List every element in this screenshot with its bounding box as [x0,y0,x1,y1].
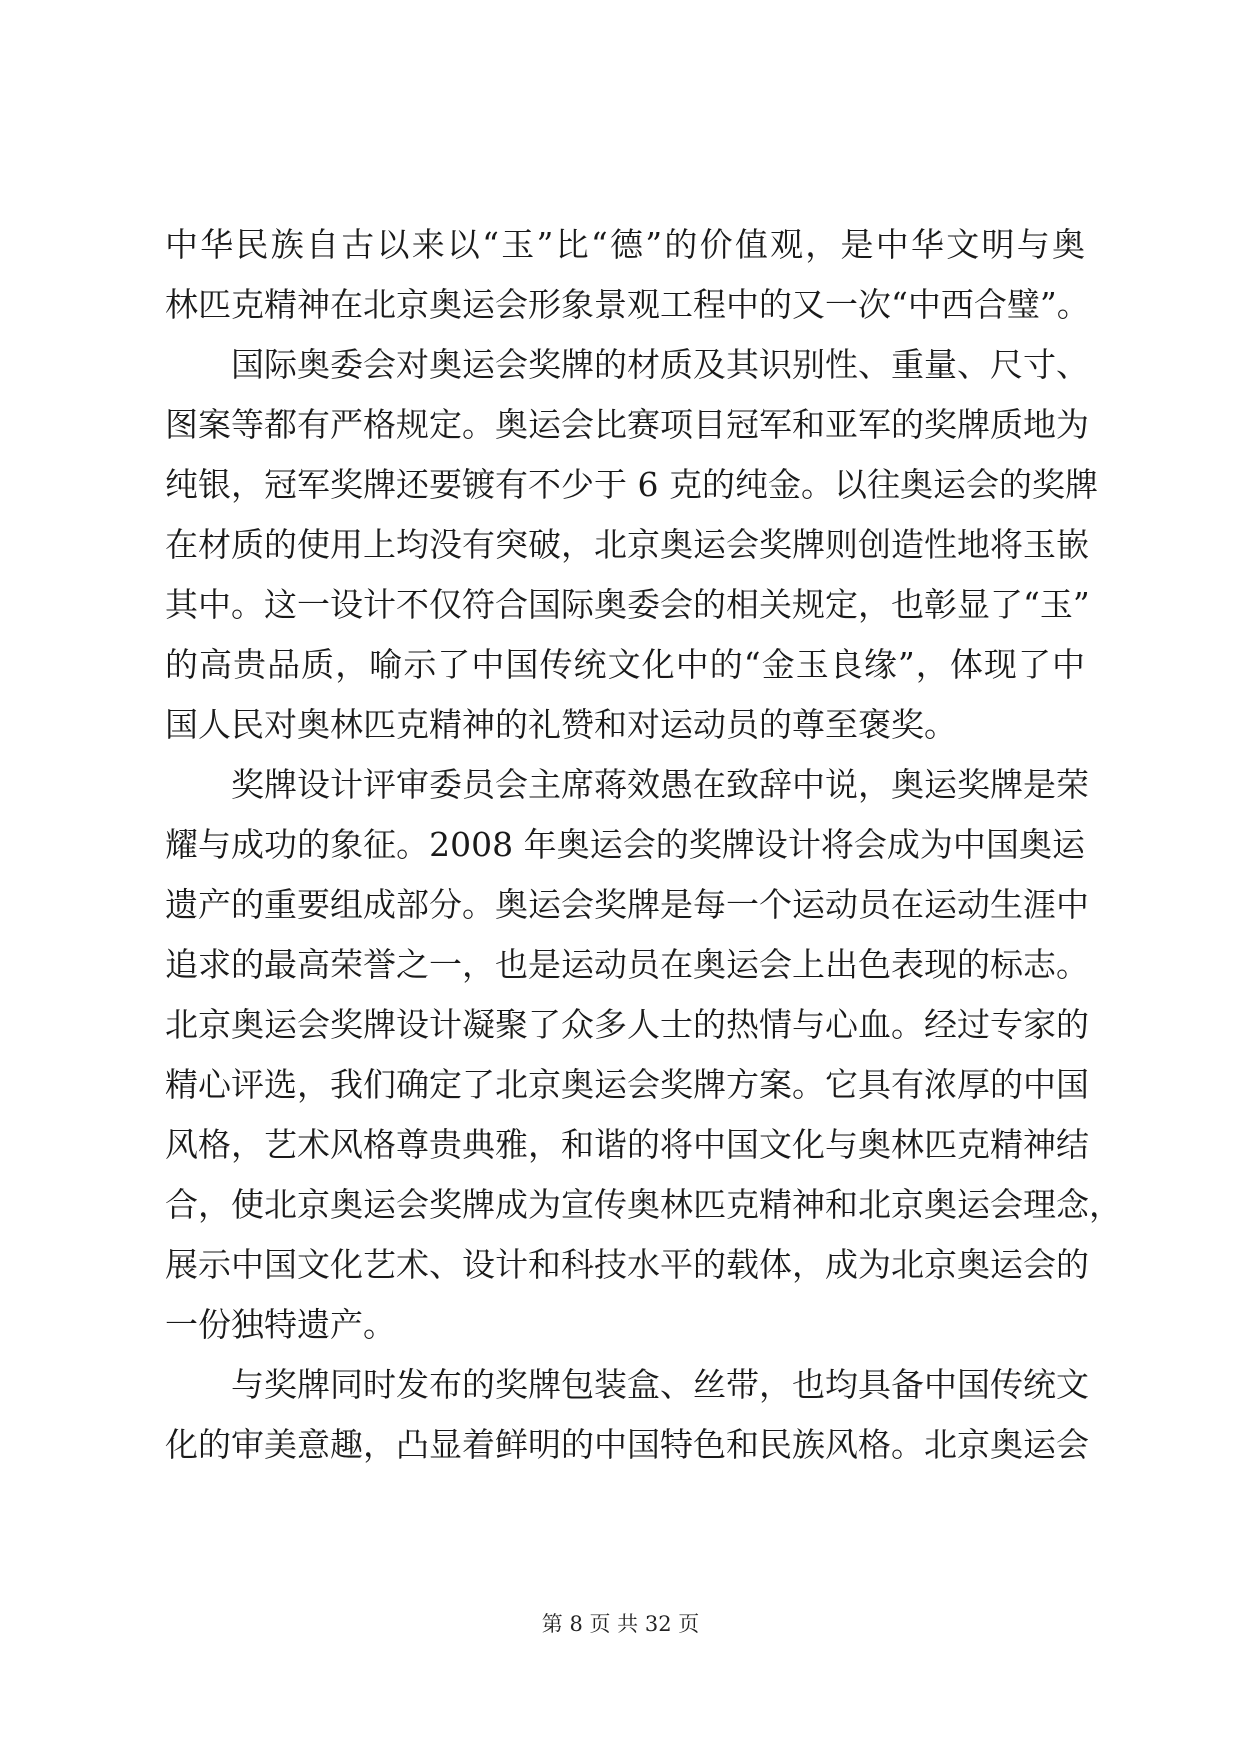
text-line: 北京奥运会奖牌设计凝聚了众多人士的热情与心血。经过专家的 [165,1005,1089,1044]
text-line: 展示中国文化艺术、设计和科技水平的载体，成为北京奥运会的 [165,1245,1089,1284]
document-body [165,215,1122,1475]
text-line: 在材质的使用上均没有突破，北京奥运会奖牌则创造性地将玉嵌 [165,525,1089,564]
text-line: 图案等都有严格规定。奥运会比赛项目冠军和亚军的奖牌质地为 [165,405,1089,444]
text-line: 与奖牌同时发布的奖牌包装盒、丝带，也均具备中国传统文 [231,1365,1089,1404]
text-line: 国人民对奥林匹克精神的礼赞和对运动员的尊至褒奖。 [165,705,957,744]
text-line: 风格，艺术风格尊贵典雅，和谐的将中国文化与奥林匹克精神结 [165,1125,1089,1164]
text-line: 国际奥委会对奥运会奖牌的材质及其识别性、重量、尺寸、 [231,345,1089,384]
page-number-footer: 第 8 页 共 32 页 [541,1612,700,1636]
text-line: 遗产的重要组成部分。奥运会奖牌是每一个运动员在运动生涯中 [165,885,1089,924]
text-line: 合，使北京奥运会奖牌成为宣传奥林匹克精神和北京奥运会理念， [165,1185,1122,1224]
text-line: 纯银，冠军奖牌还要镀有不少于 6 克的纯金。以往奥运会的奖牌 [165,465,1098,504]
text-line: 奖牌设计评审委员会主席蒋效愚在致辞中说，奥运奖牌是荣 [231,765,1089,804]
text-line: 林匹克精神在北京奥运会形象景观工程中的又一次“中西合璧”。 [165,285,1090,324]
text-line: 追求的最高荣誉之一，也是运动员在奥运会上出色表现的标志。 [165,945,1089,984]
text-line: 其中。这一设计不仅符合国际奥委会的相关规定，也彰显了“玉” [165,585,1090,624]
text-line: 的高贵品质，喻示了中国传统文化中的“金玉良缘”，体现了中 [165,645,1085,684]
text-line: 中华民族自古以来以“玉”比“德”的价值观，是中华文明与奥 [165,225,1085,264]
text-line: 一份独特遗产。 [165,1305,396,1344]
text-line: 耀与成功的象征。2008 年奥运会的奖牌设计将会成为中国奥运 [165,825,1085,864]
text-line: 化的审美意趣，凸显着鲜明的中国特色和民族风格。北京奥运会 [165,1425,1089,1464]
text-line: 精心评选，我们确定了北京奥运会奖牌方案。它具有浓厚的中国 [165,1065,1089,1104]
